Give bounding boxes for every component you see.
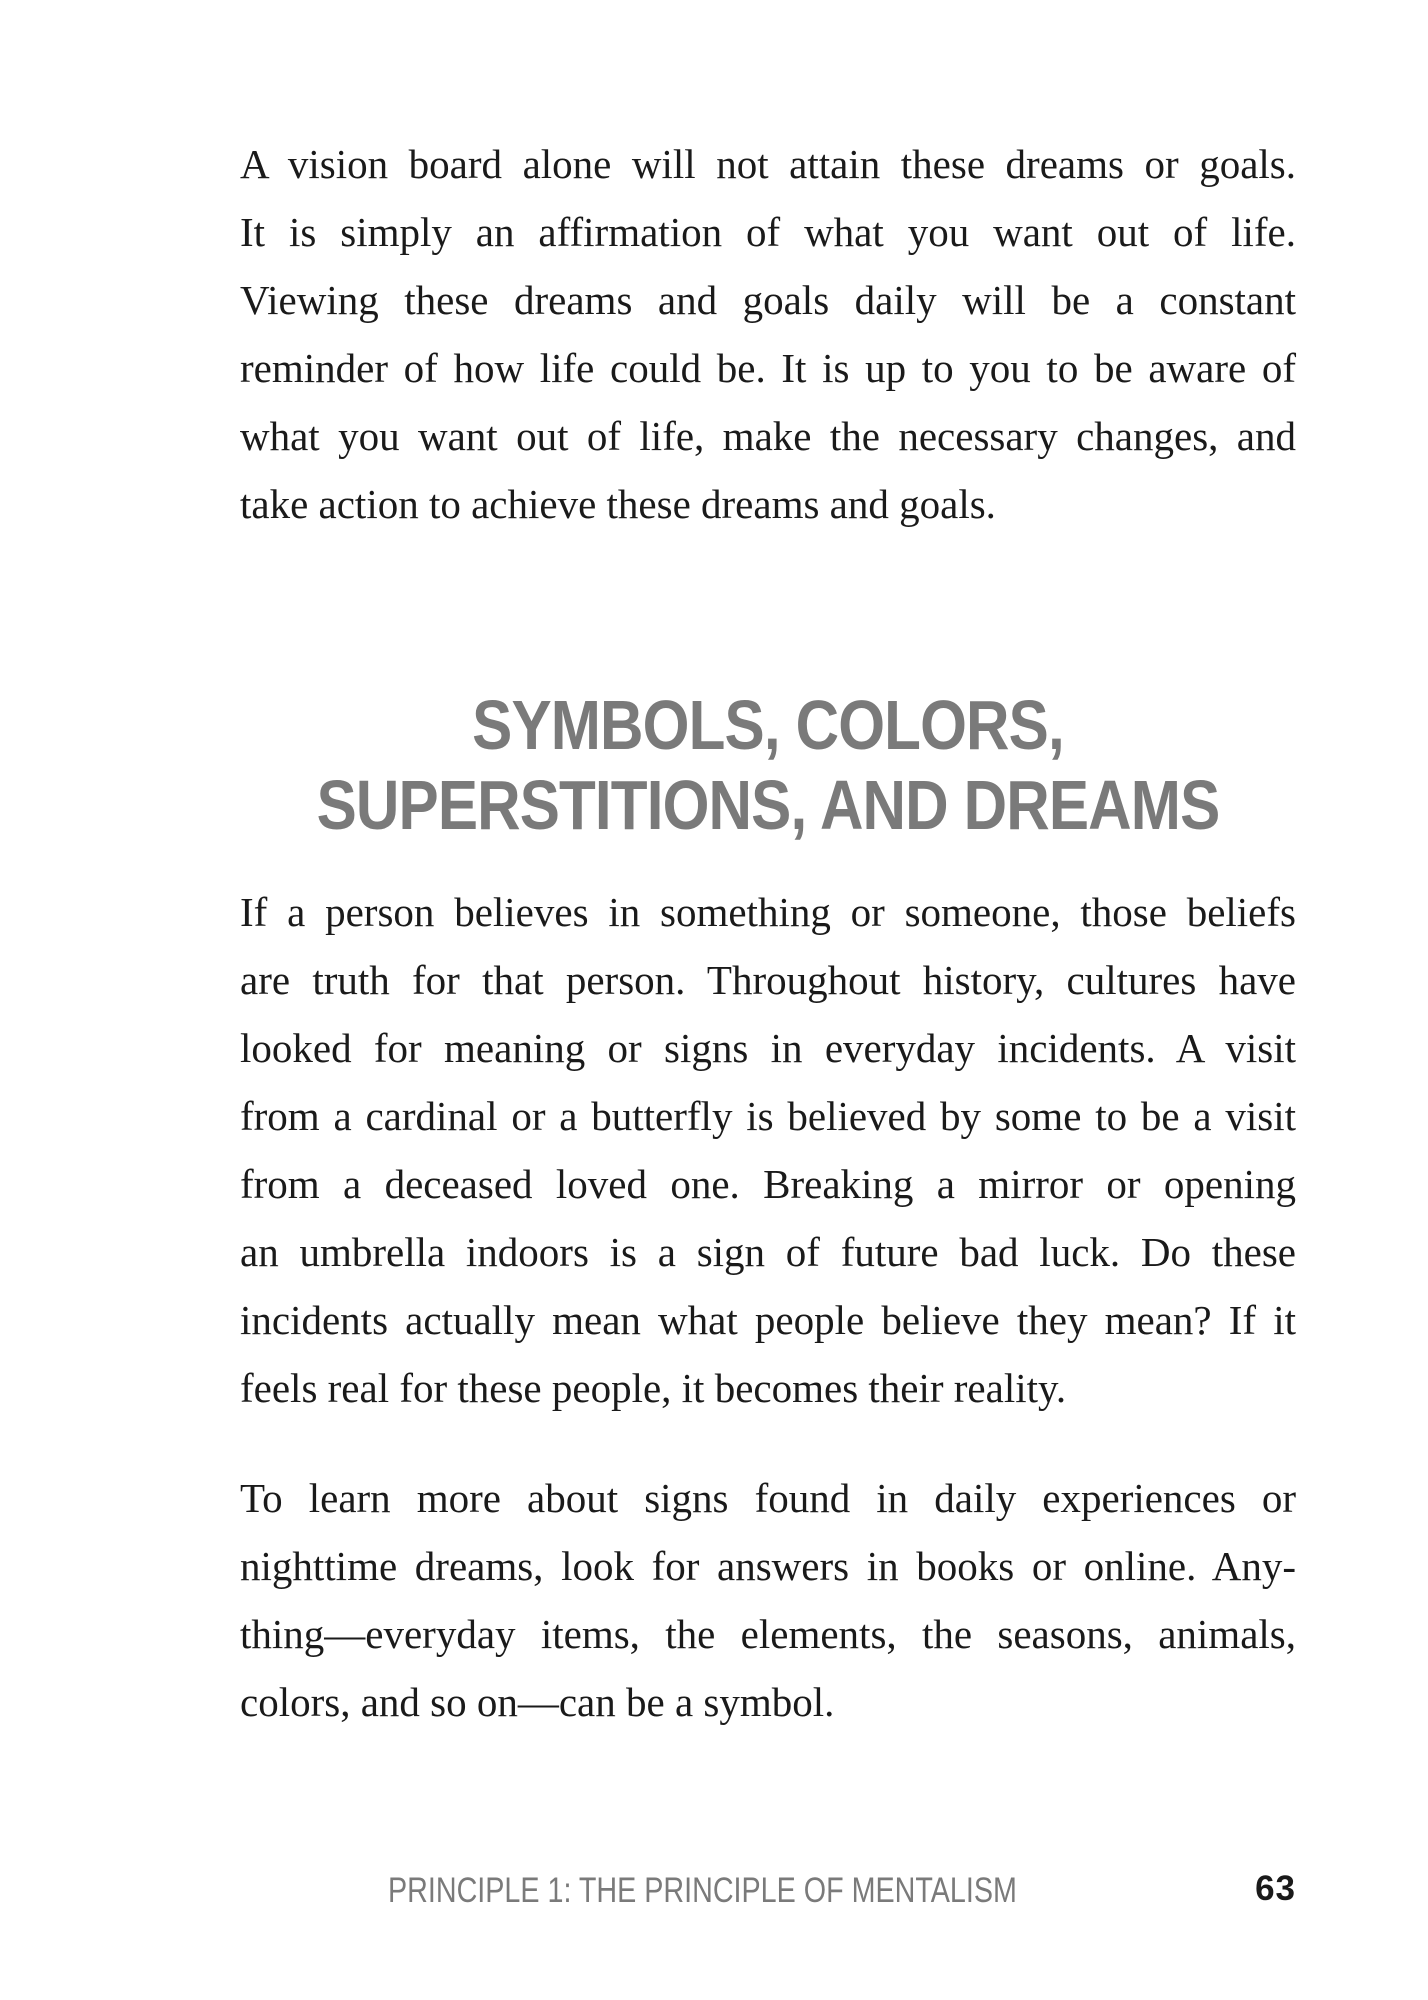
text-line: reminder of how life could be. It is up to you to be aware of bbox=[240, 345, 1296, 391]
text-line: what you want out of life, make the necessary changes, and bbox=[240, 413, 1296, 459]
text-line: A vision board alone will not attain these dreams or goals. bbox=[240, 141, 1296, 187]
text-line: are truth for that person. Throughout history, cultures have bbox=[240, 957, 1296, 1003]
text-line: thing—everyday items, the elements, the seasons, animals, bbox=[240, 1611, 1296, 1657]
section-heading bbox=[314, 685, 1222, 845]
paragraph-beliefs bbox=[240, 878, 1296, 1422]
text-line: feels real for these people, it becomes their reality. bbox=[240, 1365, 1067, 1411]
text-line: If a person believes in something or someone, those beliefs bbox=[240, 889, 1296, 935]
page-number: 63 bbox=[1255, 1869, 1296, 1908]
text-line: incidents actually mean what people believe they mean? If it bbox=[240, 1297, 1296, 1343]
running-footer-title: PRINCIPLE 1: THE PRINCIPLE OF MENTALISM bbox=[388, 1871, 1017, 1910]
text-line: It is simply an affirmation of what you want out of life. bbox=[240, 209, 1296, 255]
text-line: To learn more about signs found in daily experiences or bbox=[240, 1475, 1296, 1521]
text-line: colors, and so on—can be a symbol. bbox=[240, 1679, 835, 1725]
heading-line: SUPERSTITIONS, AND DREAMS bbox=[316, 766, 1220, 844]
text-line: looked for meaning or signs in everyday incidents. A visit bbox=[240, 1025, 1296, 1071]
paragraph-learn-more bbox=[240, 1464, 1296, 1736]
text-line: nighttime dreams, look for answers in books or online. Any- bbox=[240, 1543, 1296, 1589]
paragraph-vision-board bbox=[240, 130, 1296, 538]
text-line: from a deceased loved one. Breaking a mirror or opening bbox=[240, 1161, 1296, 1207]
text-line: Viewing these dreams and goals daily will be a constant bbox=[240, 277, 1296, 323]
text-line: from a cardinal or a butterfly is believed by some to be a visit bbox=[240, 1093, 1296, 1139]
text-line: take action to achieve these dreams and goals. bbox=[240, 481, 996, 527]
heading-line: SYMBOLS, COLORS, bbox=[472, 686, 1064, 764]
text-line: an umbrella indoors is a sign of future bad luck. Do these bbox=[240, 1229, 1296, 1275]
